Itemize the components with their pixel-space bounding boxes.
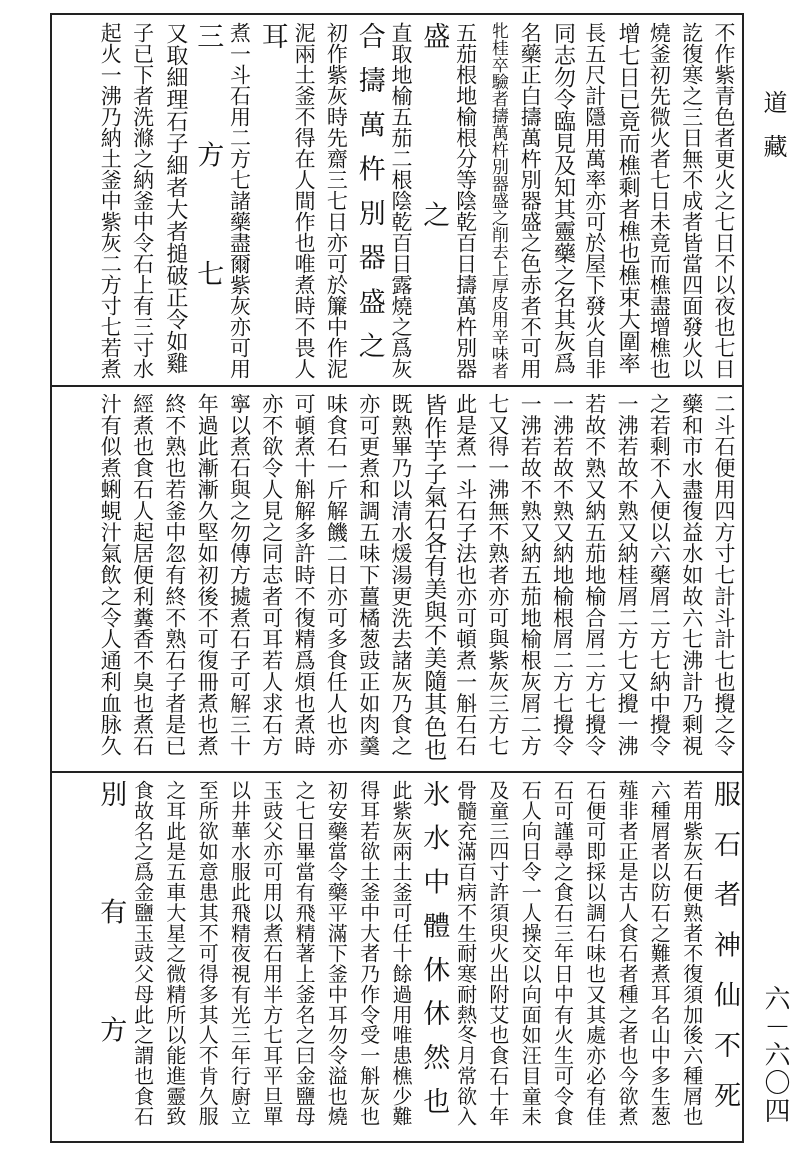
text-column: 汁有似煮蜊蜆汁氣飲之令人通利血脉久 — [98, 393, 123, 757]
text-column: 得耳若欲土釜中大者乃作令受一斛灰也 — [356, 780, 381, 1127]
register-divider-lower — [50, 771, 744, 773]
text-column: 二斗石便用四方寸七計斗計七也攪之令 — [712, 393, 736, 757]
text-column: 至所欲如意患其不可得多其人不肯久服 — [195, 780, 220, 1127]
text-column: 一沸若故不熟又納桂屑二方七又攪一沸 — [615, 393, 640, 757]
text-column: 石便可即採以調石味也又其處亦必有佳 — [582, 780, 607, 1127]
text-column: 一沸若故不熟又納地榆根屑二方七攪令 — [550, 393, 575, 757]
text-column: 牝桂卒驗者擣萬杵別器盛之削去上厚皮用辛味者 — [487, 22, 508, 379]
text-column: 初作紫灰時先齋三七日亦可於簾中作泥 — [324, 22, 349, 379]
text-column: 起火一沸乃納土釜中紫灰二方寸七若煮 — [98, 22, 123, 379]
text-column: 玉豉父亦可用以煮石用半方七耳平旦單 — [259, 780, 284, 1127]
text-column: 亦不欲令人見之同志者可耳若人求石方 — [259, 393, 284, 757]
text-column: 泥兩土釜不得在人間作也唯煮時不畏人 — [292, 22, 317, 379]
text-column: 直取地榆五茄二根陰乾百日露燒之爲灰 — [389, 22, 413, 379]
text-column: 別有方 — [95, 780, 127, 1134]
text-column: 經煮也食石人起居便利糞香不臭也煮石 — [130, 393, 155, 757]
text-column: 之若剩不入便以六藥屑二方七納中攪令 — [647, 393, 672, 757]
text-column: 煮一斗石用二方七諸藥盡爾紫灰亦可用 — [227, 22, 252, 379]
text-column: 可頓煮十斛解多許時不復精爲煩也煮時 — [292, 393, 317, 757]
text-column: 七又得一沸無不熟者亦可與紫灰三方七 — [485, 393, 510, 757]
text-column: 合擣萬杵別器盛之 — [353, 22, 385, 376]
text-column: 薤非者正是古人食石者種之者也今欲煮 — [615, 780, 640, 1127]
text-column: 服石者神仙不死 — [709, 780, 740, 1132]
text-column: 之耳此是五車大星之微精所以能進靈致 — [162, 780, 187, 1127]
text-column: 若故不熟又納五茄地榆合屑二方七攪令 — [582, 393, 607, 757]
text-column: 此紫灰兩土釜可任十餘過用唯患樵少難 — [389, 780, 413, 1127]
text-column: 一沸若故不熟又納五茄地榆根灰屑二方 — [518, 393, 543, 757]
text-column: 耳 — [256, 22, 288, 380]
text-column: 亦可更煮和調五味下薑橘葱豉正如肉羹 — [356, 393, 381, 757]
text-column: 名藥正白擣萬杵別器盛之色赤者不可用 — [518, 22, 543, 379]
text-column: 訖復寒之三日無不成者皆當四面發火以 — [679, 22, 704, 379]
text-column: 年過此漸漸久堅如初後不可復冊煮也煮 — [195, 393, 220, 757]
text-column: 氷水中體休休然也 — [418, 780, 450, 1131]
text-column: 初安藥當令藥平滿下釜中耳勿令溢也燒 — [324, 780, 349, 1127]
text-column: 石人向日令一人操交以向面如汪目童未 — [518, 780, 543, 1127]
text-column: 骨髓充滿百病不生耐寒耐熱冬月常欲入 — [453, 780, 478, 1127]
text-column: 皆作芋子氣石各有美與不美隨其色也 — [420, 393, 447, 761]
text-column: 燒釜初先微火者七日未竟而樵盡增樵也 — [647, 22, 672, 379]
text-column: 石可謹尋之食石三年日中有火生可令食 — [550, 780, 575, 1127]
text-column: 又取細理石子細者大者搥破正令如雞 — [162, 22, 188, 374]
text-column: 藥和市水盡復益水如故六七沸計乃剩視 — [679, 393, 704, 757]
margin-title: 道藏 — [759, 90, 787, 178]
text-column: 六種屑者以防石之難煮耳名山中多生葱 — [647, 780, 672, 1127]
text-column: 不作紫青色者更火之七日不以夜也七日 — [712, 22, 736, 379]
margin-page-number: 六－六〇四 — [760, 985, 790, 1125]
text-column: 及童三四寸許須臾火出附艾也食石十年 — [485, 780, 510, 1127]
text-column: 盛之 — [418, 22, 450, 379]
text-column: 此是煮一斗石子法也亦可頓煮一斛石石 — [453, 393, 478, 757]
text-column: 味食石一斤解饑二日亦可多食任人也亦 — [324, 393, 349, 757]
text-column: 之七日畢當有飛精著上釜名之曰金鹽母 — [292, 780, 317, 1127]
text-column: 若用紫灰石便熟者不復須加後六種屑也 — [679, 780, 704, 1127]
text-column: 既熟畢乃以清水煖湯更洗去諸灰乃食之 — [389, 393, 413, 757]
text-column: 寧以煮石與之勿傳方㨿煮石子可解三十 — [227, 393, 252, 757]
text-column: 終不熟也若釜中忽有終不熟石子者是已 — [162, 393, 187, 757]
text-column: 同志勿令臨見及知其靈藥之名其灰爲 — [550, 22, 576, 374]
text-column: 長五尺計隱用萬率亦可於屋下發火自非 — [582, 22, 607, 379]
text-column: 三方七 — [192, 22, 224, 379]
register-divider-upper — [50, 385, 744, 387]
text-column: 增七日已竟而樵剩者樵也樵束大圍率 — [615, 22, 641, 374]
text-column: 以井華水服此飛精夜視有光三年行廚立 — [227, 780, 252, 1127]
text-column: 子已下者洗滌之納釜中令石上有三寸水 — [130, 22, 155, 379]
text-column: 五茄根地榆根分等陰乾百日擣萬杵別器 — [453, 22, 478, 379]
text-column: 食故名之爲金鹽玉豉父母此之謂也食石 — [130, 780, 155, 1127]
